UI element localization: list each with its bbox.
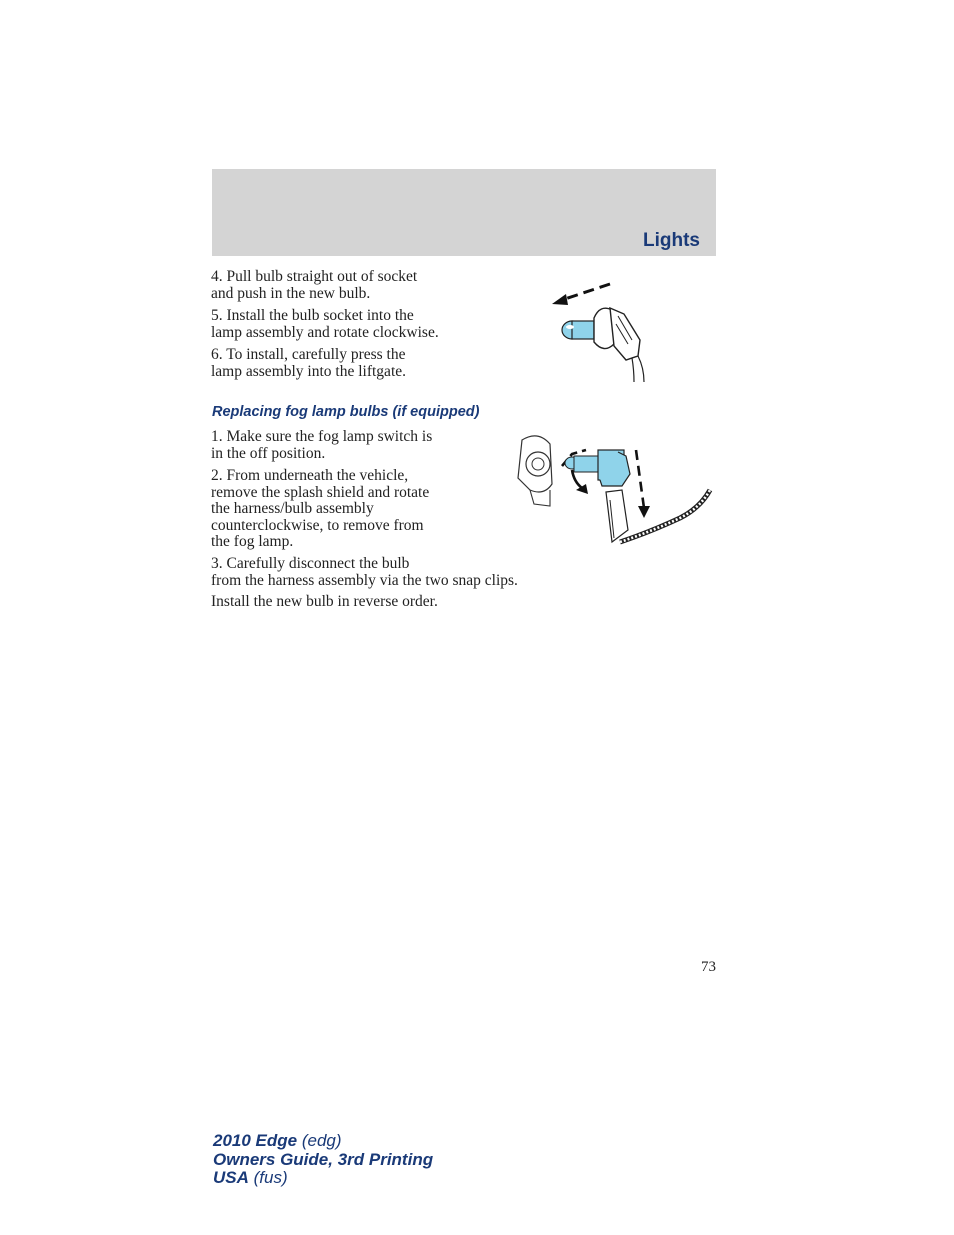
fog-step-1: 1. Make sure the fog lamp switch is in the off position. bbox=[211, 428, 433, 462]
arrow-head bbox=[552, 294, 568, 305]
fog-lamp-heading: Replacing fog lamp bulbs (if equipped) bbox=[212, 404, 480, 420]
wiring-harness bbox=[620, 490, 710, 542]
header-band bbox=[212, 169, 716, 256]
harness-connector bbox=[606, 490, 628, 542]
fog-lamp-illustration bbox=[510, 430, 716, 550]
step-4: 4. Pull bulb straight out of socket and push in the new bulb. bbox=[211, 268, 418, 302]
fog-step-2: 2. From underneath the vehicle, remove the splash shield and rotate the harness/bulb assembly counterclockwise, to remove from the fog lamp. bbox=[211, 467, 430, 550]
step-6: 6. To install, carefully press the lamp assembly into the liftgate. bbox=[211, 346, 406, 380]
section-title: Lights bbox=[643, 230, 700, 251]
footer-line-2: Owners Guide, 3rd Printing bbox=[213, 1149, 434, 1169]
connector bbox=[610, 308, 640, 360]
bulb-socket-illustration bbox=[548, 280, 652, 384]
footer-line-3: USA (fus) bbox=[213, 1168, 288, 1187]
pull-down-arrow bbox=[636, 450, 644, 508]
step-5: 5. Install the bulb socket into the lamp assembly and rotate clockwise. bbox=[211, 307, 439, 341]
fog-step-3: 3. Carefully disconnect the bulb from the harness assembly via the two snap clips. bbox=[211, 555, 518, 589]
footer-line-1: 2010 Edge (edg) bbox=[213, 1131, 342, 1150]
page-number: 73 bbox=[701, 959, 716, 975]
document-footer bbox=[213, 1132, 433, 1188]
pull-direction-arrow bbox=[562, 284, 610, 300]
fog-closing-note: Install the new bulb in reverse order. bbox=[211, 593, 438, 610]
